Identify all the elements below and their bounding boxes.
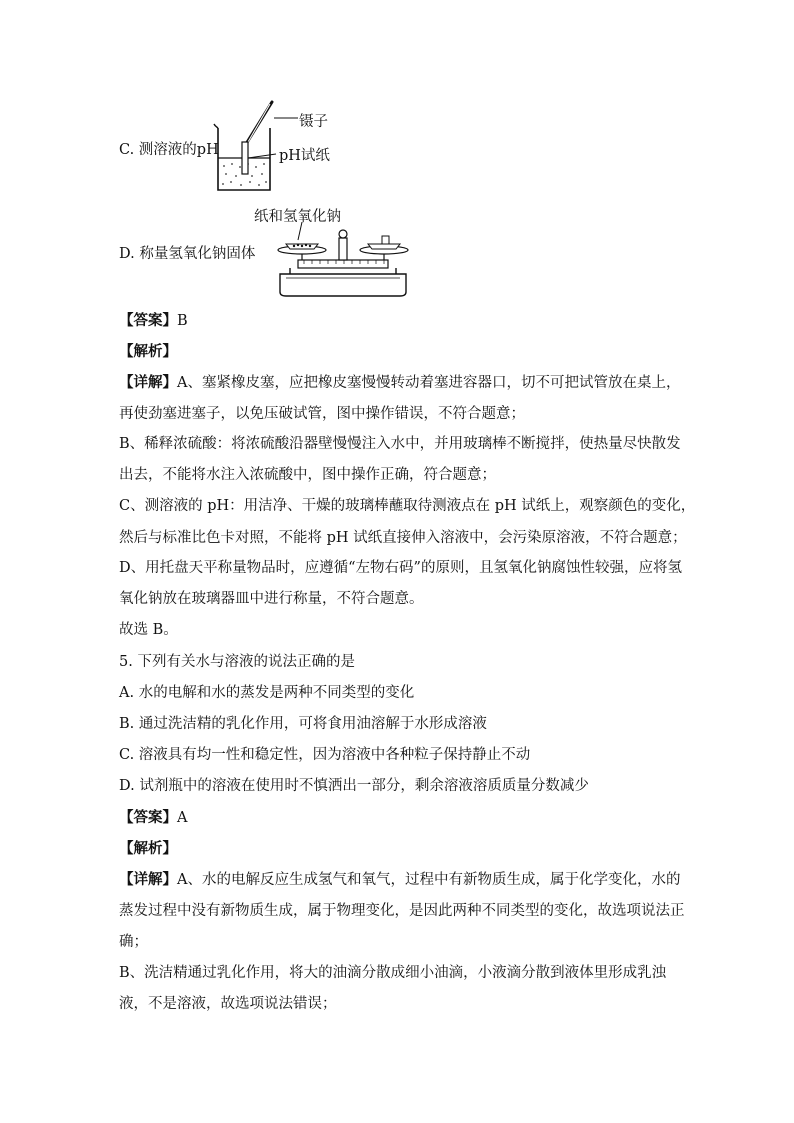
q4-answer (119, 311, 188, 331)
q5-detail-a-line3: 确； (119, 934, 148, 950)
balance-illustration (274, 222, 412, 298)
answer-tag: 【答案】 (119, 809, 177, 826)
q4-detail-b-line2: 出去，不能将水注入浓硫酸中，图中操作正确，符合题意； (119, 467, 496, 483)
q4-conclusion: 故选 B。 (119, 622, 178, 638)
answer-value: A (177, 810, 188, 826)
ph-paper-label: pH试纸 (279, 148, 330, 164)
q5-analysis-tag: 【解析】 (119, 840, 177, 857)
detail-tag: 【详解】 (119, 871, 177, 888)
q5-detail-a-line2: 蒸发过程中没有新物质生成，属于物理变化，是因此两种不同类型的变化，故选项说法正 (119, 903, 685, 919)
q4-analysis-tag: 【解析】 (119, 343, 177, 360)
q5-detail-b-line2: 液，不是溶液，故选项说法错误； (119, 996, 337, 1012)
q4-detail-d-line1: D、用托盘天平称量物品时，应遵循“左物右码”的原则，且氢氧化钠腐蚀性较强，应将氢 (119, 560, 682, 576)
detail-a-text: A、塞紧橡皮塞，应把橡皮塞慢慢转动着塞进容器口，切不可把试管放在桌上， (177, 375, 681, 391)
paper-naoh-label: 纸和氢氧化钠 (254, 209, 341, 225)
q5-option-a: A. 水的电解和水的蒸发是两种不同类型的变化 (119, 685, 415, 701)
tweezers-label: 镊子 (299, 114, 328, 130)
q4-detail-b-line1: B、稀释浓硫酸：将浓硫酸沿器壁慢慢注入水中，并用玻璃棒不断搅拌，使热量尽快散发 (119, 436, 681, 452)
q4-detail-d-line2: 氧化钠放在玻璃器皿中进行称量，不符合题意。 (119, 591, 424, 607)
q5-option-c: C. 溶液具有均一性和稳定性，因为溶液中各种粒子保持静止不动 (119, 747, 531, 763)
q5-detail-a-line1 (119, 870, 680, 890)
q5-answer (119, 808, 187, 828)
q5-option-d: D. 试剂瓶中的溶液在使用时不慎洒出一部分，剩余溶液溶质质量分数减少 (119, 778, 589, 794)
q5-stem: 5. 下列有关水与溶液的说法正确的是 (119, 654, 355, 670)
answer-value: B (177, 313, 188, 329)
option-c-text: C. 测溶液的pH (119, 142, 219, 158)
q4-detail-a-line2: 再使劲塞进塞子，以免压破试管，图中操作错误，不符合题意； (119, 406, 525, 422)
q4-detail-a-line1 (119, 373, 680, 393)
answer-tag: 【答案】 (119, 312, 177, 329)
q5-option-b: B. 通过洗洁精的乳化作用，可将食用油溶解于水形成溶液 (119, 716, 487, 732)
detail-tag: 【详解】 (119, 374, 177, 391)
q5-detail-b-line1: B、洗洁精通过乳化作用，将大的油滴分散成细小油滴，小液滴分散到液体里形成乳浊 (119, 965, 667, 981)
detail-a-text: A、水的电解反应生成氢气和氧气，过程中有新物质生成，属于化学变化，水的 (177, 872, 681, 888)
q4-detail-c-line1: C、测溶液的 pH：用洁净、干燥的玻璃棒蘸取待测液点在 pH 试纸上，观察颜色的变化， (119, 498, 696, 514)
balance-figure (274, 222, 412, 298)
option-d-text: D. 称量氢氧化钠固体 (119, 246, 256, 262)
q4-detail-c-line2: 然后与标准比色卡对照，不能将 pH 试纸直接伸入溶液中，会污染原溶液，不符合题意； (119, 530, 687, 546)
